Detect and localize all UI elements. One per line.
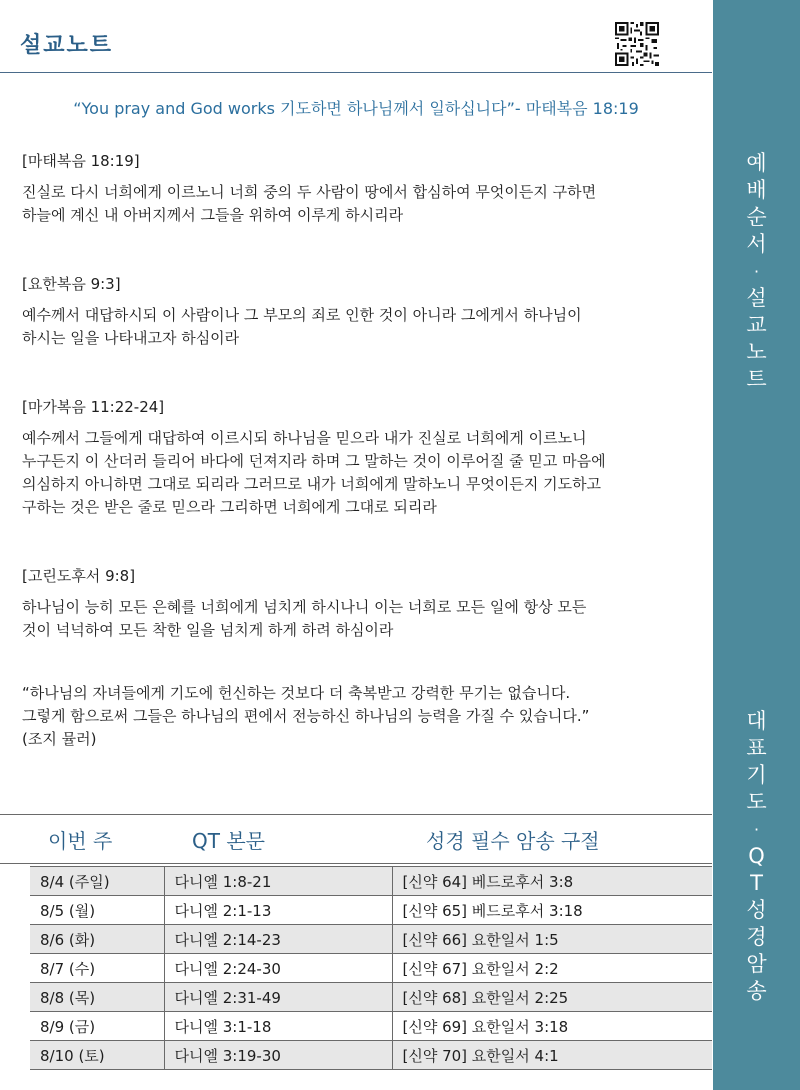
side-char: · <box>753 262 760 281</box>
closing-quote-line: “하나님의 자녀들에게 기도에 헌신하는 것보다 더 축복받고 강력한 무기는 없습니다. <box>22 684 571 702</box>
verse-line: 하시는 일을 나타내고자 하심이라 <box>22 329 240 347</box>
side-char: 암 <box>746 952 767 976</box>
memory-verse-cell: [신약 67] 요한일서 2:2 <box>392 954 712 983</box>
side-char: 송 <box>746 979 767 1003</box>
schedule-header <box>0 825 712 863</box>
memory-verse-cell: [신약 69] 요한일서 3:18 <box>392 1012 712 1041</box>
side-char: Q <box>748 844 765 868</box>
verse-list <box>22 150 702 688</box>
verse-reference: [고린도후서 9:8] <box>22 567 136 585</box>
verse-block <box>22 150 702 227</box>
column-header-memory-verse: 성경 필수 암송 구절 <box>426 829 600 853</box>
side-char: 설 <box>746 286 767 310</box>
qt-cell: 다니엘 2:14-23 <box>164 925 392 954</box>
side-panel <box>713 0 800 1090</box>
header-divider <box>0 72 712 73</box>
side-char: 대 <box>746 709 767 733</box>
table-row <box>30 1012 712 1041</box>
side-char: T <box>750 871 763 895</box>
section-divider <box>0 814 712 815</box>
side-char: 성 <box>746 898 767 922</box>
date-cell: 8/8 (목) <box>30 983 164 1012</box>
verse-line: 하나님이 능히 모든 은혜를 너희에게 넘치게 하시나니 이는 너희로 모든 일에 항상 모든 <box>22 598 587 616</box>
table-row <box>30 925 712 954</box>
side-char: 도 <box>746 790 767 814</box>
verse-line: 것이 넉넉하여 모든 착한 일을 넘치게 하게 하려 하심이라 <box>22 621 394 639</box>
date-cell: 8/9 (금) <box>30 1012 164 1041</box>
sermon-theme-quote: “You pray and God works 기도하면 하나님께서 일하십니다”- 마태복음 18:19 <box>73 99 639 118</box>
side-char: 순 <box>746 205 767 229</box>
side-label-prayer-qt <box>713 708 800 1005</box>
table-row <box>30 983 712 1012</box>
verse-block <box>22 396 702 519</box>
closing-quote-attribution: (조지 뮬러) <box>22 730 97 748</box>
verse-block <box>22 273 702 350</box>
qr-code-icon <box>612 20 662 68</box>
side-char: 기 <box>746 763 767 787</box>
verse-line: 진실로 다시 너희에게 이르노니 너희 중의 두 사람이 땅에서 합심하여 무엇이든지 구하면 <box>22 183 597 201</box>
qt-cell: 다니엘 2:24-30 <box>164 954 392 983</box>
date-cell: 8/5 (월) <box>30 896 164 925</box>
verse-line: 예수께서 대답하시되 이 사람이나 그 부모의 죄로 인한 것이 아니라 그에게서 하나님이 <box>22 306 582 324</box>
memory-verse-cell: [신약 70] 요한일서 4:1 <box>392 1041 712 1070</box>
verse-line: 구하는 것은 받은 줄로 믿으라 그리하면 너희에게 그대로 되리라 <box>22 498 437 516</box>
side-char: 경 <box>746 925 767 949</box>
memory-verse-cell: [신약 66] 요한일서 1:5 <box>392 925 712 954</box>
memory-verse-cell: [신약 65] 베드로후서 3:18 <box>392 896 712 925</box>
date-cell: 8/7 (수) <box>30 954 164 983</box>
verse-reference: [요한복음 9:3] <box>22 275 121 293</box>
side-char: 트 <box>746 367 767 391</box>
date-cell: 8/6 (화) <box>30 925 164 954</box>
side-char: 서 <box>746 232 767 256</box>
table-row <box>30 867 712 896</box>
table-row <box>30 954 712 983</box>
closing-quote-line: 그렇게 함으로써 그들은 하나님의 편에서 전능하신 하나님의 능력을 가질 수 있습니다.” <box>22 707 590 725</box>
verse-reference: [마태복음 18:19] <box>22 152 140 170</box>
verse-reference: [마가복음 11:22-24] <box>22 398 165 416</box>
schedule-table <box>30 866 712 1070</box>
memory-verse-cell: [신약 64] 베드로후서 3:8 <box>392 867 712 896</box>
qt-cell: 다니엘 3:19-30 <box>164 1041 392 1070</box>
side-char: 교 <box>746 313 767 337</box>
table-row <box>30 1041 712 1070</box>
closing-quote <box>22 682 702 751</box>
side-char: 예 <box>746 151 767 175</box>
side-char: · <box>753 820 760 839</box>
column-header-qt: QT 본문 <box>192 829 265 853</box>
qt-cell: 다니엘 2:31-49 <box>164 983 392 1012</box>
column-header-week: 이번 주 <box>48 829 113 853</box>
side-char: 노 <box>746 340 767 364</box>
side-char: 표 <box>746 736 767 760</box>
memory-verse-cell: [신약 68] 요한일서 2:25 <box>392 983 712 1012</box>
verse-line: 누구든지 이 산더러 들리어 바다에 던져지라 하며 그 말하는 것이 이루어질 줄 믿고 마음에 <box>22 452 606 470</box>
verse-line: 하늘에 계신 내 아버지께서 그들을 위하여 이루게 하시리라 <box>22 206 404 224</box>
page-title: 설교노트 <box>20 33 114 58</box>
table-row <box>30 896 712 925</box>
verse-block <box>22 565 702 642</box>
date-cell: 8/4 (주일) <box>30 867 164 896</box>
verse-line: 예수께서 그들에게 대답하여 이르시되 하나님을 믿으라 내가 진실로 너희에게 이르노니 <box>22 429 587 447</box>
side-char: 배 <box>746 178 767 202</box>
qt-cell: 다니엘 3:1-18 <box>164 1012 392 1041</box>
schedule-header-underline <box>0 863 712 864</box>
qt-cell: 다니엘 2:1-13 <box>164 896 392 925</box>
side-label-order-of-worship <box>713 150 800 393</box>
verse-line: 의심하지 아니하면 그대로 되리라 그러므로 내가 너희에게 말하노니 무엇이든지 기도하고 <box>22 475 602 493</box>
qt-cell: 다니엘 1:8-21 <box>164 867 392 896</box>
date-cell: 8/10 (토) <box>30 1041 164 1070</box>
